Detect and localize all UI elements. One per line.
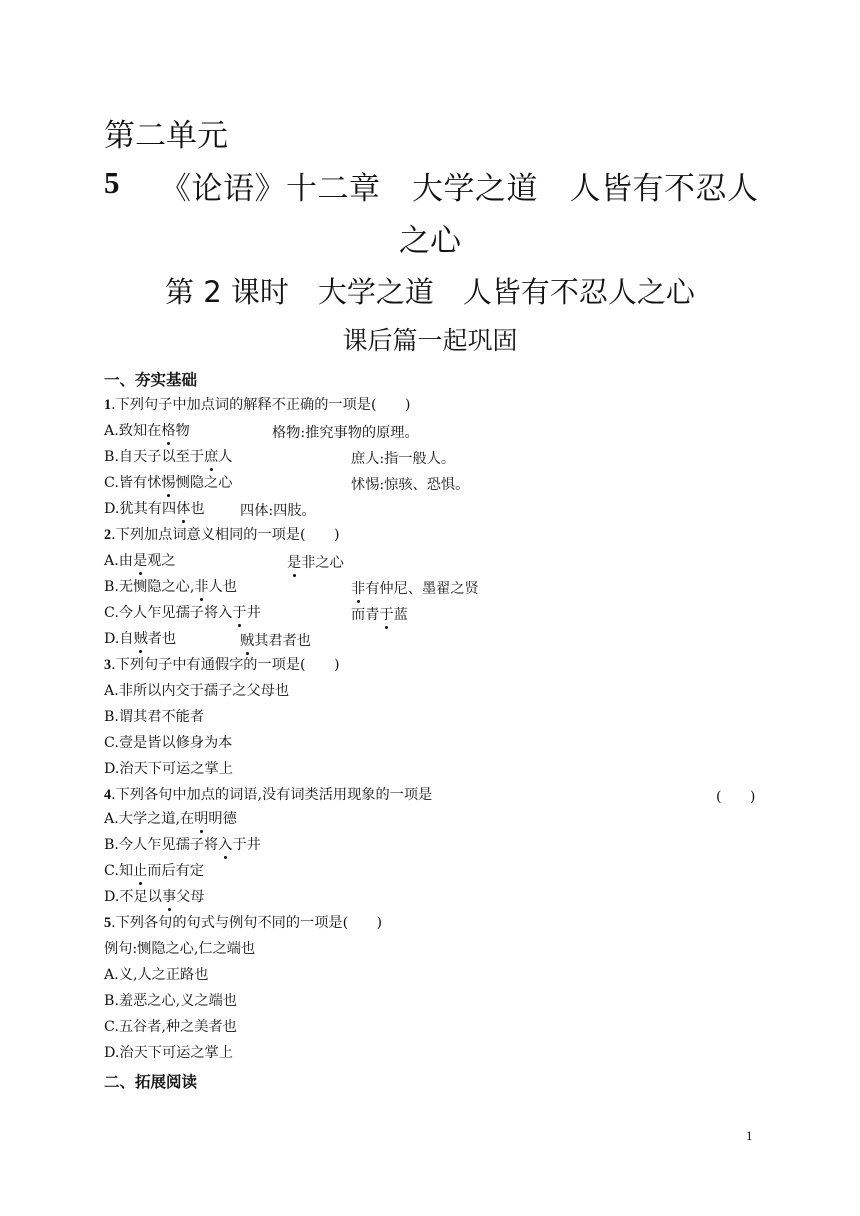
- dotted-word: 事: [161, 889, 177, 905]
- question-1-option-d: [104, 500, 205, 518]
- option-text: 有仲尼、墨翟之贤: [365, 581, 479, 597]
- dotted-word: 体: [176, 501, 191, 517]
- question-number: 4: [104, 787, 112, 803]
- question-number: 5: [104, 915, 112, 931]
- option-text: D.不足以: [104, 889, 162, 905]
- question-5-stem: [104, 914, 382, 932]
- dotted-word: 入: [218, 837, 233, 853]
- question-2-option-d: [104, 630, 176, 648]
- question-3-option-a: A.非所以内交于孺子之父母也: [104, 683, 290, 699]
- question-2-option-a-compare: [287, 552, 344, 572]
- question-number: 3: [104, 657, 112, 673]
- question-5-option-c: C.五谷者,种之美者也: [104, 1019, 237, 1035]
- dotted-word: 贼: [133, 631, 148, 647]
- question-4-option-a: [104, 810, 237, 828]
- option-text: 而青: [351, 607, 380, 623]
- option-text: 物: [175, 423, 190, 439]
- question-1-option-b: [104, 448, 232, 466]
- question-text: .下列加点词意义相同的一项是( ): [111, 527, 340, 543]
- question-2-option-b-compare: [351, 578, 479, 598]
- dotted-word: 明: [194, 811, 209, 827]
- option-text: D.犹其有四: [104, 501, 177, 517]
- question-1-option-d-explanation: 四体:四肢。: [240, 503, 316, 519]
- question-2-option-d-compare: [240, 630, 311, 650]
- option-text: C.知: [104, 863, 134, 879]
- option-text: B.今人乍见孺子将: [104, 837, 219, 853]
- question-5-option-d: D.治天下可运之掌上: [104, 1045, 233, 1061]
- question-text: .下列各句的句式与例句不同的一项是( ): [111, 915, 383, 931]
- question-4-stem: [104, 786, 432, 804]
- question-5-example: 例句:恻隐之心,仁之端也: [104, 941, 256, 957]
- section-title: 课后篇一起巩固: [342, 326, 518, 355]
- option-text: B.自天子以至于: [104, 449, 205, 465]
- question-3-option-c: C.壹是皆以修身为本: [104, 735, 233, 751]
- dotted-word: 贼: [240, 630, 254, 650]
- question-4-option-d: [104, 888, 205, 906]
- dotted-word: 于: [379, 604, 393, 624]
- dotted-word: 非: [194, 579, 209, 595]
- option-text: 恻隐之心: [175, 475, 233, 491]
- dotted-word: 于: [232, 605, 247, 621]
- dotted-word: 是: [287, 552, 301, 572]
- page-number: 1: [746, 1128, 753, 1143]
- option-text: B.无恻隐之心,: [104, 579, 195, 595]
- lesson-title-line1: 《论语》十二章 大学之道 人皆有不忍人: [160, 171, 759, 207]
- option-text: 于井: [232, 837, 261, 853]
- dotted-word: 是: [132, 553, 148, 569]
- question-1-option-c-explanation: 怵惕:惊骇、恐惧。: [351, 477, 470, 493]
- option-text: 父母: [176, 889, 205, 905]
- question-1-option-a: [104, 422, 190, 440]
- dotted-word: 止: [133, 863, 148, 879]
- question-2-option-a: [104, 552, 176, 570]
- question-4-option-b: [104, 836, 261, 854]
- option-text: 者也: [147, 631, 177, 647]
- option-text: 而后有定: [147, 863, 205, 879]
- question-3-option-b: B.谓其君不能者: [104, 709, 205, 725]
- question-number: 2: [104, 527, 112, 543]
- question-4-option-c: [104, 862, 204, 880]
- question-2-stem: [104, 526, 340, 544]
- question-3-option-d: D.治天下可运之掌上: [104, 761, 233, 777]
- option-text: 其君者也: [254, 633, 311, 649]
- question-5-option-b: B.羞恶之心,义之端也: [104, 993, 237, 1009]
- answer-parentheses: ( ): [716, 789, 756, 805]
- option-text: A.大学之道,在: [104, 811, 195, 827]
- option-text: C.今人乍见孺子将入: [104, 605, 233, 621]
- question-3-stem: [104, 656, 340, 674]
- question-1-option-c: [104, 474, 232, 492]
- question-2-option-c-compare: [351, 604, 408, 624]
- part-heading-basics: 一、夯实基础: [104, 371, 198, 389]
- question-number: 1: [104, 397, 112, 413]
- question-text: .下列各句中加点的词语,没有词类活用现象的一项是: [111, 787, 433, 803]
- option-text: C.皆有怵: [104, 475, 162, 491]
- option-text: 蓝: [393, 607, 408, 623]
- option-text: D.自: [104, 631, 134, 647]
- question-text: .下列句子中加点词的解释不正确的一项是( ): [111, 397, 411, 413]
- option-text: A.由: [104, 553, 133, 569]
- option-text: 井: [246, 605, 261, 621]
- question-2-option-b: [104, 578, 237, 596]
- dotted-word: 格: [161, 423, 176, 439]
- lesson-number: 5: [104, 165, 120, 200]
- option-text: 人也: [208, 579, 237, 595]
- question-text: .下列句子中有通假字的一项是( ): [111, 657, 340, 673]
- question-5-option-a: A.义,人之正路也: [104, 967, 209, 983]
- option-text: 人: [218, 449, 233, 465]
- lesson-title-line2: 之心: [399, 223, 461, 259]
- option-text: 观之: [147, 553, 176, 569]
- question-2-option-c: [104, 604, 261, 622]
- dotted-word: 庶: [204, 449, 219, 465]
- period-title: 第 2 课时 大学之道 人皆有不忍人之心: [165, 275, 695, 309]
- dotted-word: 惕: [161, 475, 176, 491]
- dotted-word: 非: [351, 578, 365, 598]
- option-text: A.致知在: [104, 423, 162, 439]
- option-text: 也: [190, 501, 205, 517]
- option-text: 非之心: [301, 555, 344, 571]
- option-text: 明德: [208, 811, 237, 827]
- part-heading-reading: 二、拓展阅读: [104, 1073, 198, 1091]
- question-1-stem: [104, 396, 410, 414]
- unit-title: 第二单元: [104, 118, 228, 154]
- question-1-option-a-explanation: 格物:推究事物的原理。: [272, 425, 419, 441]
- question-1-option-b-explanation: 庶人:指一般人。: [351, 451, 456, 467]
